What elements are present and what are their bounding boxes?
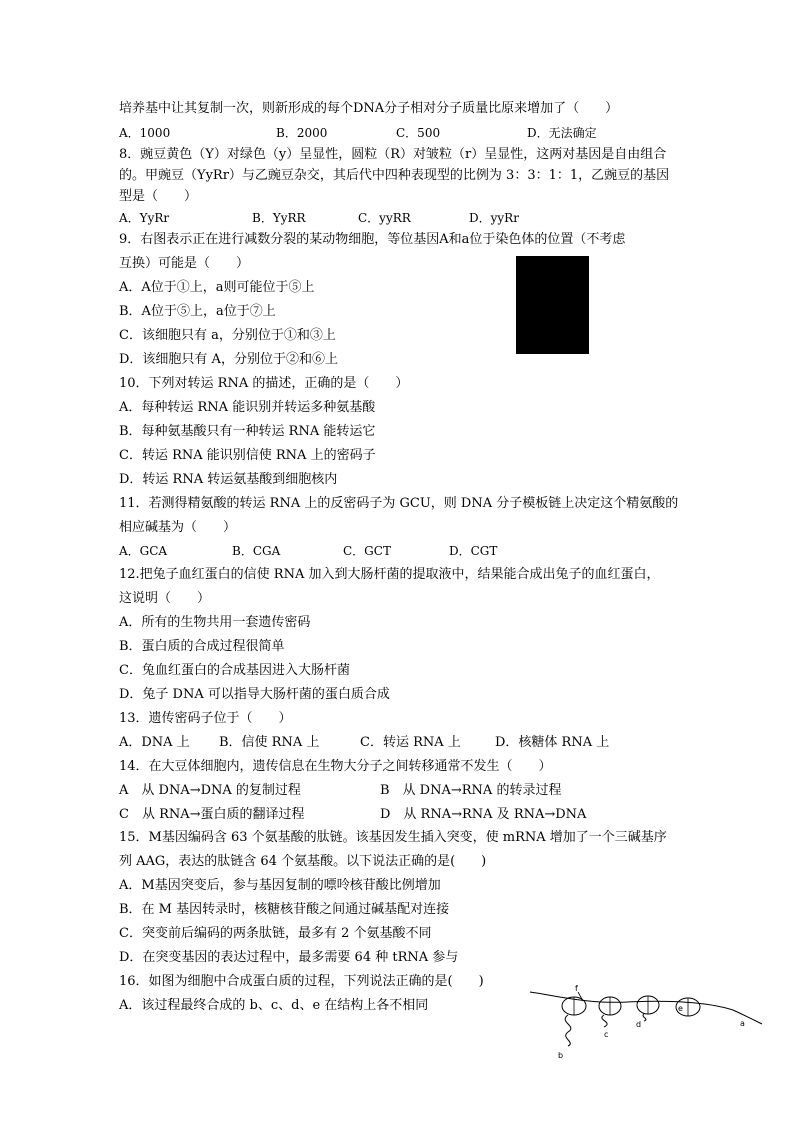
q15-option-b: B．在 M 基因转录时，核糖核苷酸之间通过碱基配对连接 <box>119 902 450 917</box>
q9-stem-line1: 9．右图表示正在进行减数分裂的某动物细胞，等位基因A和a位于染色体的位置（不考虑 <box>119 232 626 247</box>
label-d: d <box>636 1020 642 1029</box>
q9-option-c: C．该细胞只有 a，分别位于①和③上 <box>119 328 336 343</box>
q15-option-d: D．在突变基因的表达过程中，最多需要 64 种 tRNA 参与 <box>119 950 459 965</box>
q10-stem: 10．下列对转运 RNA 的描述，正确的是（ ） <box>119 376 409 391</box>
q9-option-b: B．A位于⑤上，a位于⑦上 <box>119 304 276 319</box>
peptide-d <box>643 1014 646 1021</box>
q12-option-b: B．蛋白质的合成过程很简单 <box>119 639 285 654</box>
peptide-c <box>602 1015 607 1027</box>
q7-option-a: A．1000 <box>119 126 171 140</box>
label-c: c <box>604 1030 609 1039</box>
q10-option-a: A．每种转运 RNA 能识别并转运多种氨基酸 <box>119 400 376 415</box>
q8-stem-line3: 型是（ ） <box>119 189 198 204</box>
q14-option-d: D 从 RNA→RNA 及 RNA→DNA <box>380 807 587 822</box>
q8-stem-line1: 8．豌豆黄色（Y）对绿色（y）呈显性，圆粒（R）对皱粒（r）呈显性，这两对基因是自由组合 <box>119 147 667 162</box>
protein-synthesis-figure <box>528 982 764 1062</box>
peptide-b <box>565 1015 571 1046</box>
q12-option-c: C．兔血红蛋白的合成基因进入大肠杆菌 <box>119 663 350 678</box>
q12-stem-line1: 12.把兔子血红蛋白的信使 RNA 加入到大肠杆菌的提取液中，结果能合成出兔子的血红蛋白， <box>119 567 660 582</box>
ribosome-1 <box>562 997 586 1046</box>
q8-option-d: D．yyRr <box>469 211 519 225</box>
q14-option-a: A 从 DNA→DNA 的复制过程 <box>119 783 301 798</box>
q10-option-b: B．每种氨基酸只有一种转运 RNA 能转运它 <box>119 424 376 439</box>
q11-option-d: D．CGT <box>449 544 498 558</box>
q7-stem-tail: 培养基中让其复制一次，则新形成的每个DNA分子相对分子质量比原来增加了（ ） <box>119 101 619 116</box>
q14-option-c: C 从 RNA→蛋白质的翻译过程 <box>119 807 305 822</box>
q15-option-c: C．突变前后编码的两条肽链，最多有 2 个氨基酸不同 <box>119 926 432 941</box>
q9-option-d: D．该细胞只有 A，分别位于②和⑥上 <box>119 352 338 367</box>
q14-stem: 14．在大豆体细胞内，遗传信息在生物大分子之间转移通常不发生（ ） <box>119 759 552 774</box>
label-a: a <box>740 1019 745 1028</box>
cell-figure-redacted <box>516 256 589 354</box>
q13-option-d: D．核糖体 RNA 上 <box>495 735 610 750</box>
q11-option-b: B．CGA <box>232 544 281 558</box>
q11-stem-line1: 11．若测得精氨酸的转运 RNA 上的反密码子为 GCU，则 DNA 分子模板链上决定这个精氨酸的 <box>119 496 679 511</box>
q8-stem-line2: 的。甲豌豆（YyRr）与乙豌豆杂交，其后代中四种表现型的比例为 3：3：1：1，乙豌豆的基因 <box>119 168 670 183</box>
ribosome-3 <box>637 996 659 1021</box>
q15-option-a: A．M基因突变后，参与基因复制的嘌呤核苷酸比例增加 <box>119 878 441 893</box>
q8-option-c: C．yyRR <box>358 211 411 225</box>
q11-option-c: C．GCT <box>343 544 391 558</box>
q13-option-c: C．转运 RNA 上 <box>360 735 461 750</box>
q9-stem-line2: 互换）可能是（ ） <box>119 256 250 271</box>
q8-option-a: A．YyRr <box>119 211 170 225</box>
q7-option-c: C．500 <box>396 126 441 140</box>
q12-stem-line2: 这说明（ ） <box>119 591 211 606</box>
q13-option-b: B．信使 RNA 上 <box>219 735 320 750</box>
label-e: e <box>678 1004 683 1013</box>
q13-stem: 13．遗传密码子位于（ ） <box>119 711 292 726</box>
q11-stem-line2: 相应碱基为（ ） <box>119 520 237 535</box>
q14-option-b: B 从 DNA→RNA 的转录过程 <box>380 783 562 798</box>
q15-stem-line1: 15．M基因编码含 63 个氨基酸的肽链。该基因发生插入突变，使 mRNA 增加了一个三碱基序 <box>119 830 667 845</box>
q16-option-a: A．该过程最终合成的 b、c、d、e 在结构上各不相同 <box>119 998 429 1013</box>
q10-option-d: D．转运 RNA 转运氨基酸到细胞核内 <box>119 472 338 487</box>
q7-option-d: D．无法确定 <box>527 126 597 140</box>
label-f: f <box>575 984 578 993</box>
q9-option-a: A．A位于①上，a则可能位于⑤上 <box>119 280 315 295</box>
q15-stem-line2: 列 AAG，表达的肽链含 64 个氨基酸。以下说法正确的是( ) <box>119 854 487 869</box>
q16-stem: 16．如图为细胞中合成蛋白质的过程，下列说法正确的是( ) <box>119 974 484 989</box>
q13-option-a: A．DNA 上 <box>119 735 190 750</box>
label-b: b <box>558 1051 564 1060</box>
q7-option-b: B．2000 <box>276 126 328 140</box>
q12-option-d: D．兔子 DNA 可以指导大肠杆菌的蛋白质合成 <box>119 687 390 702</box>
q12-option-a: A．所有的生物共用一套遗传密码 <box>119 615 311 630</box>
q8-option-b: B．YyRR <box>252 211 306 225</box>
q11-option-a: A．GCA <box>119 544 168 558</box>
q10-option-c: C．转运 RNA 能识别信使 RNA 上的密码子 <box>119 448 376 463</box>
